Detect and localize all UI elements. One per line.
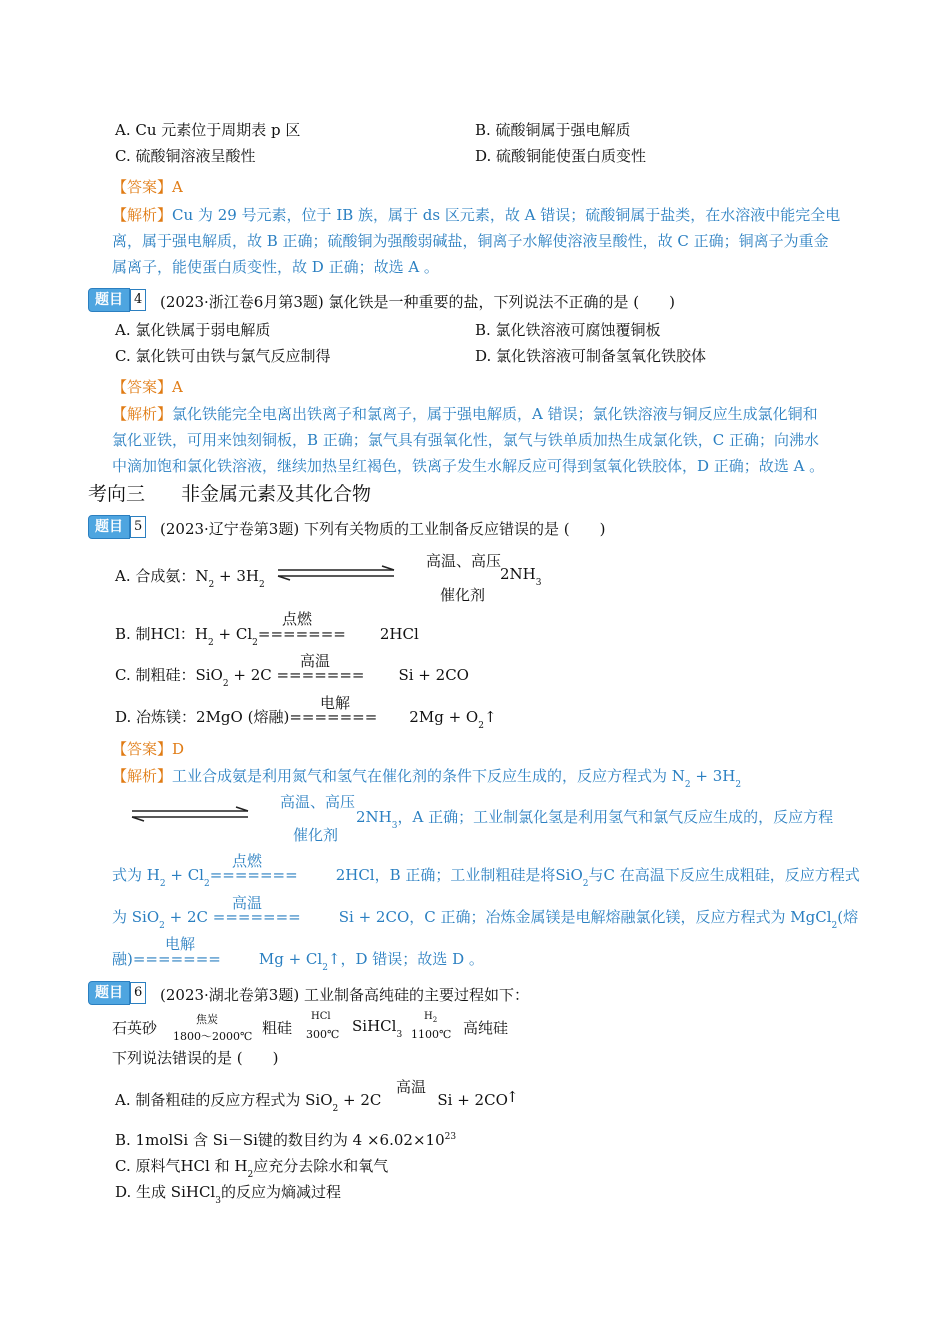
q5-answer	[112, 738, 184, 759]
q5-analysis-cond-top: 高温、高压	[280, 793, 356, 811]
answer-label: 【答案】	[112, 378, 173, 396]
q5-a-condition-top: 高温、高压	[426, 552, 502, 570]
flow-step-1-temp: 1800～2000℃	[173, 1030, 253, 1043]
q6-option-c: C. 原料气HCl 和 $H_2$应充分去除水和氧气	[115, 1157, 389, 1180]
q5-a-product: $2NH_3$	[500, 565, 542, 588]
q3-analysis-line-1: 【解析】Cu 为 29 号元素，位于 IB 族，属于 ds 区元素，故 A 错误；硫酸铜属于盐类，在水溶液中能完全电	[112, 206, 841, 224]
q5-analysis-cond-bottom: 催化剂	[293, 826, 339, 844]
q4-analysis-line-1: 【解析】氯化铁能完全电离出铁离子和氯离子，属于强电解质，A 错误；氯化铁溶液与铜反应生成氯化铜和	[112, 405, 818, 423]
q5-option-b: B. 制HCl：$H_2 + Cl_2======= 2HCl$	[115, 625, 419, 648]
section-title: 非金属元素及其化合物	[181, 483, 372, 505]
q6-option-a: A. 制备粗硅的反应方程式为 SiO$_2$ + 2C Si + 2CO	[115, 1091, 508, 1114]
gas-arrow-icon: ↑	[506, 1088, 519, 1106]
q4-option-c: C. 氯化铁可由铁与氯气反应制得	[115, 347, 331, 365]
answer-label: 【答案】	[112, 178, 173, 196]
q3-analysis-line-2: 离，属于强电解质，故 B 正确；硫酸铜为强酸弱碱盐，铜离子水解使溶液呈酸性，故 C 正确；铜离子为重金	[112, 232, 829, 250]
q5-analysis-line-2: $2NH_3$，A 正确；工业制氯化氢是利用氢气和氯气反应生成的，反应方程	[356, 808, 834, 831]
equilibrium-arrow	[130, 806, 250, 822]
answer-value: A	[172, 378, 183, 396]
flow-step-2-reagent: HCl	[311, 1011, 331, 1022]
analysis-label: 【解析】	[112, 206, 173, 224]
badge-number: 5	[130, 516, 146, 538]
q6-badge	[88, 982, 146, 1004]
q5-stem: (2023·辽宁卷第3题) 下列有关物质的工业制备反应错误的是 ( )	[160, 520, 606, 538]
q5-option-a: A. 合成氨：$N_2 + 3H_2$	[115, 567, 265, 590]
q5-option-d: D. 冶炼镁：2MgO (熔融)======= $2Mg + O_2↑$	[115, 708, 497, 731]
q5-d-condition: 电解	[320, 694, 351, 712]
q5-analysis-line-4: 为 SiO$_2$ + 2C ======= Si + 2CO，C 正确；冶炼金属镁是电解熔融氯化镁，反应方程式为 MgCl$_2$(熔	[112, 908, 859, 931]
q3-option-d: D. 硫酸铜能使蛋白质变性	[475, 147, 647, 165]
badge-label: 题目	[88, 288, 130, 312]
flow-step-3-reagent: $H_2$	[424, 1011, 438, 1024]
badge-number: 4	[130, 289, 146, 311]
section-number: 考向三	[88, 483, 146, 505]
q4-option-b: B. 氯化铁溶液可腐蚀覆铜板	[475, 321, 661, 339]
q4-analysis-line-3: 中滴加饱和氯化铁溶液，继续加热呈红褐色，铁离子发生水解反应可得到氢氧化铁胶体，D 正确；故选 A 。	[112, 457, 825, 475]
section-heading	[88, 479, 371, 506]
flow-step-3-temp: 1100℃	[411, 1028, 452, 1041]
q6-option-d: D. 生成 SiHCl$_3$的反应为熵减过程	[115, 1183, 341, 1206]
q4-analysis-line-2: 氯化亚铁，可用来蚀刻铜板，B 正确；氯气具有强氧化性，氯气与铁单质加热生成氯化铁，C 正确；向沸水	[112, 431, 820, 449]
flow-step-1: 石英砂	[112, 1019, 158, 1037]
flow-step-3: SiHCl$_3$	[352, 1017, 403, 1040]
q4-answer	[112, 376, 183, 397]
q3-option-b: B. 硫酸铜属于强电解质	[475, 121, 631, 139]
q5-analysis-line-5: 融)======= $Mg + Cl_2↑$，D 错误；故选 D 。	[112, 950, 484, 973]
q6-stem: (2023·湖北卷第3题) 工业制备高纯硅的主要过程如下：	[160, 986, 529, 1004]
q5-analysis-d-cond: 电解	[165, 935, 196, 953]
q5-b-condition: 点燃	[282, 610, 313, 628]
q5-badge	[88, 516, 146, 538]
q6-option-b: B. 1molSi 含 Si－Si键的数目约为 $4 \times 6.02\times 10^{23}$	[115, 1131, 457, 1149]
q4-option-d: D. 氯化铁溶液可制备氢氧化铁胶体	[475, 347, 707, 365]
answer-value: A	[172, 178, 183, 196]
q4-badge	[88, 289, 146, 311]
q6-question: 下列说法错误的是 ( )	[112, 1049, 279, 1067]
q5-analysis-line-3: 式为 $H_2 + Cl_2======= 2HCl$，B 正确；工业制粗硅是将SiO$_2$与C 在高温下反应生成粗硅，反应方程式	[112, 866, 860, 889]
badge-label: 题目	[88, 515, 130, 539]
flow-step-2-temp: 300℃	[306, 1028, 340, 1041]
q5-c-condition: 高温	[300, 652, 331, 670]
q6-a-condition: 高温	[396, 1078, 427, 1096]
q4-stem: (2023·浙江卷6月第3题) 氯化铁是一种重要的盐，下列说法不正确的是 ( )	[160, 293, 675, 311]
badge-number: 6	[130, 982, 146, 1004]
flow-step-2: 粗硅	[262, 1019, 293, 1037]
q5-option-c: C. 制粗硅：SiO$_2$ + 2C ======= Si + 2CO	[115, 666, 469, 689]
q5-analysis-c-cond: 高温	[232, 894, 263, 912]
equilibrium-arrow	[276, 565, 396, 581]
badge-label: 题目	[88, 981, 130, 1005]
flow-step-1-reagent: 焦炭	[196, 1013, 218, 1026]
q5-a-condition-bottom: 催化剂	[440, 586, 486, 604]
flow-step-4: 高纯硅	[463, 1019, 509, 1037]
answer-label: 【答案】	[112, 740, 173, 758]
analysis-label: 【解析】	[112, 767, 173, 785]
q3-answer	[112, 176, 183, 197]
q5-analysis-line-1: 【解析】工业合成氨是利用氮气和氢气在催化剂的条件下反应生成的，反应方程式为 $N_2 + 3H_2$	[112, 767, 742, 790]
q4-option-a: A. 氯化铁属于弱电解质	[115, 321, 271, 339]
q3-analysis-line-3: 属离子，能使蛋白质变性，故 D 正确；故选 A 。	[112, 258, 439, 276]
q3-option-c: C. 硫酸铜溶液呈酸性	[115, 147, 256, 165]
q3-option-a: A. Cu 元素位于周期表 p 区	[115, 121, 301, 139]
analysis-label: 【解析】	[112, 405, 173, 423]
answer-value: D	[172, 740, 185, 758]
q5-analysis-b-cond: 点燃	[232, 852, 263, 870]
